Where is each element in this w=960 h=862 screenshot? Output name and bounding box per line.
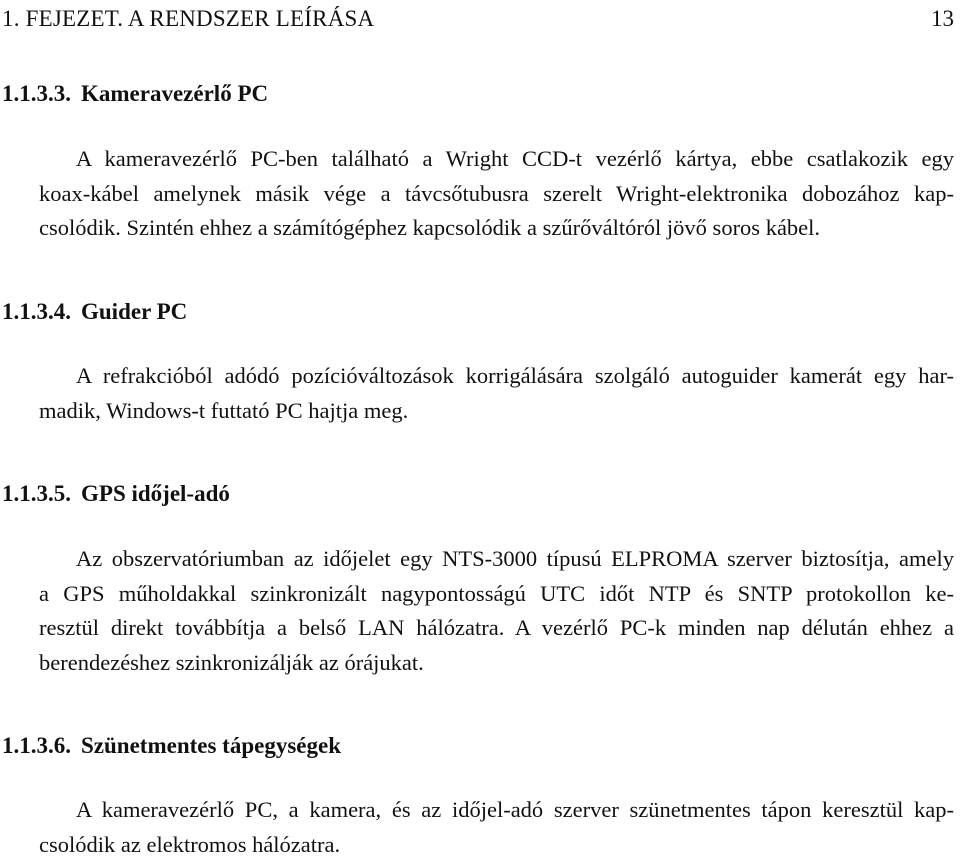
- paragraph-line: resztül direkt továbbítja a belső LAN hálózatra. A vezérlő PC-k minden nap délután ehhez a: [2, 611, 954, 646]
- paragraph: [2, 542, 954, 680]
- paragraph-line: csolódik az elektromos hálózatra.: [2, 828, 954, 862]
- paragraph-line: A kameravezérlő PC-ben található a Wright CCD-t vezérlő kártya, ebbe csatlakozik egy: [2, 142, 954, 177]
- running-header: [2, 4, 954, 34]
- section-title: Szünetmentes tápegységek: [81, 733, 341, 758]
- section-heading: [2, 79, 954, 109]
- section-kameravezerlo-pc: [2, 79, 954, 246]
- paragraph-line: csolódik. Szintén ehhez a számítógéphez kapcsolódik a szűrőváltóról jövő soros kábel.: [2, 211, 954, 246]
- paragraph-line: berendezéshez szinkronizálják az órájukat.: [2, 646, 954, 681]
- section-heading: [2, 297, 954, 327]
- page-number: 13: [931, 4, 954, 34]
- paragraph: [2, 359, 954, 428]
- section-number: 1.1.3.5.: [2, 479, 71, 509]
- section-number: 1.1.3.6.: [2, 731, 71, 761]
- section-heading: [2, 479, 954, 509]
- section-gps-idojel-ado: [2, 479, 954, 680]
- paragraph-line: koax-kábel amelynek másik vége a távcsőtubusra szerelt Wright-elektronika dobozához kap-: [2, 177, 954, 212]
- section-number: 1.1.3.3.: [2, 79, 71, 109]
- paragraph-line: a GPS műholdakkal szinkronizált nagypontosságú UTC időt NTP és SNTP protokollon ke-: [2, 577, 954, 612]
- paragraph-line: Az obszervatóriumban az időjelet egy NTS-3000 típusú ELPROMA szerver biztosítja, amely: [2, 542, 954, 577]
- section-guider-pc: [2, 297, 954, 428]
- paragraph-line: A refrakcióból adódó pozícióváltozások korrigálására szolgáló autoguider kamerát egy har-: [2, 359, 954, 394]
- section-title: GPS időjel-adó: [81, 481, 230, 506]
- paragraph-line: A kameravezérlő PC, a kamera, és az időjel-adó szerver szünetmentes tápon keresztül kap-: [2, 793, 954, 828]
- section-number: 1.1.3.4.: [2, 297, 71, 327]
- chapter-title: 1. FEJEZET. A RENDSZER LEÍRÁSA: [2, 4, 374, 34]
- paragraph: [2, 142, 954, 246]
- section-title: Guider PC: [81, 299, 187, 324]
- paragraph-line: madik, Windows-t futtató PC hajtja meg.: [2, 394, 954, 429]
- section-heading: [2, 731, 954, 761]
- section-title: Kameravezérlő PC: [81, 81, 268, 106]
- section-szunetmentes-tapegysegek: [2, 731, 954, 862]
- paragraph: [2, 793, 954, 862]
